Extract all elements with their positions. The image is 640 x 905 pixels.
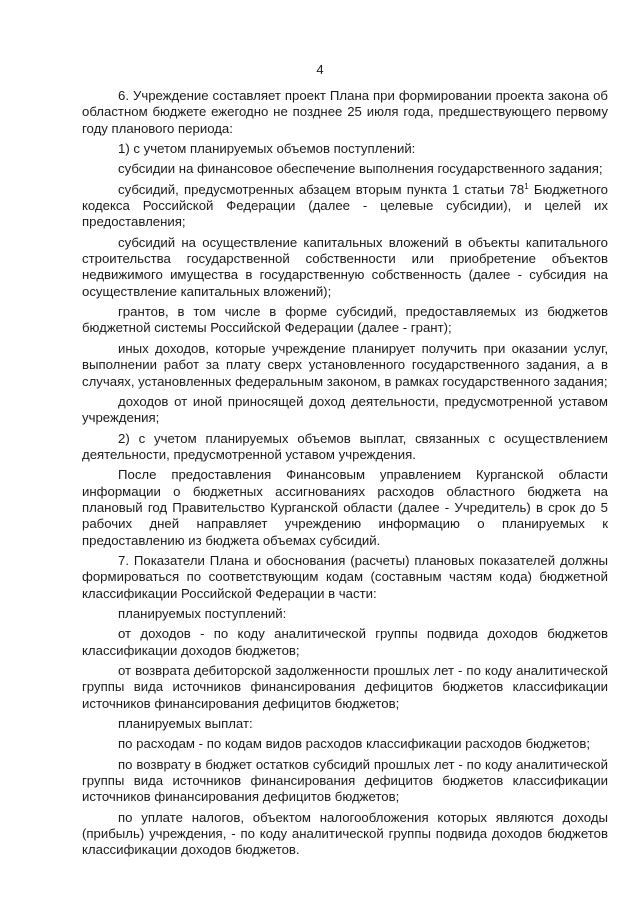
paragraph-expenses: по расходам - по кодам видов расходов классификации расходов бюджетов; bbox=[118, 736, 591, 752]
target-subsidies-prefix: субсидий, предусмотренных абзацем вторым пункта 1 статьи 78 bbox=[118, 181, 525, 197]
page-number: 4 bbox=[316, 62, 324, 77]
document-body bbox=[82, 88, 608, 863]
paragraph-subsidy-state-task: субсидии на финансовое обеспечение выполнения государственного задания; bbox=[118, 161, 603, 177]
paragraph-from-income: от доходов - по коду аналитической группы подвида доходов бюджетов классификации доходов бюджетов; bbox=[82, 626, 608, 658]
paragraph-income-other-activity: доходов от иной приносящей доход деятельности, предусмотренной уставом учреждения; bbox=[82, 393, 608, 426]
paragraph-receivables-return: от возврата дебиторской задолженности прошлых лет - по коду аналитической группы вида источников финансирования дефицитов бюджетов классификации источников финансирования дефицитов бюджетов; bbox=[82, 663, 608, 711]
paragraph-item-6: 6. Учреждение составляет проект Плана при формировании проекта закона об областном бюджете ежегодно не позднее 25 июля года, предшествующего первому году планового периода: bbox=[82, 88, 608, 136]
paragraph-planned-receipts: планируемых поступлений: bbox=[118, 605, 287, 621]
paragraph-planned-payments: планируемых выплат: bbox=[118, 716, 253, 732]
target-subsidies-rest: Бюджетного кодекса Российской Федерации (далее - целевые субсидии), и целей их предоставления; bbox=[82, 181, 608, 230]
paragraph-capital-investments: субсидий на осуществление капитальных вложений в объекты капитального строительства государственной собственности или приобретение объектов недвижимого имущества в государственную собственность (далее - субсидия на осуществление капитальных вложений); bbox=[82, 234, 608, 299]
paragraph-other-income: иных доходов, которые учреждение планирует получить при оказании услуг, выполнении работ за плату сверх установленного государственного задания, а в случаях, установленных федеральным законом, в рамках государственного задания; bbox=[82, 340, 608, 389]
article-superscript: 1 bbox=[524, 181, 529, 191]
paragraph-taxes: по уплате налогов, объектом налогообложения которых являются доходы (прибыль) учреждения, - по коду аналитической группы подвида доходов бюджетов классификации доходов бюджетов. bbox=[82, 809, 608, 858]
paragraph-target-subsidies bbox=[82, 182, 608, 231]
paragraph-grants: грантов, в том числе в форме субсидий, предоставляемых из бюджетов бюджетной системы Российской Федерации (далее - грант); bbox=[82, 304, 608, 336]
paragraph-subsidy-return: по возврату в бюджет остатков субсидий прошлых лет - по коду аналитической группы вида источников финансирования дефицитов бюджетов классификации источников финансирования дефицитов бюджетов; bbox=[82, 756, 608, 805]
paragraph-item-7: 7. Показатели Плана и обоснования (расчеты) плановых показателей должны формироваться по соответствующим кодам (составным частям кода) бюджетной классификации Российской Федерации в части: bbox=[82, 552, 608, 601]
paragraph-finance-department: После предоставления Финансовым управлением Курганской области информации о бюджетных ассигнованиях расходов областного бюджета на плановый год Правительство Курганской области (далее - Учредитель) в срок до 5 рабочих дней направляет учреждению информацию о планируемых к предоставлению из бюджета объемах субсидий. bbox=[82, 467, 608, 548]
paragraph-receipts-intro: 1) с учетом планируемых объемов поступлений: bbox=[118, 141, 416, 157]
paragraph-payments-intro: 2) с учетом планируемых объемов выплат, связанных с осуществлением деятельности, предусмотренной уставом учреждения. bbox=[82, 430, 608, 462]
